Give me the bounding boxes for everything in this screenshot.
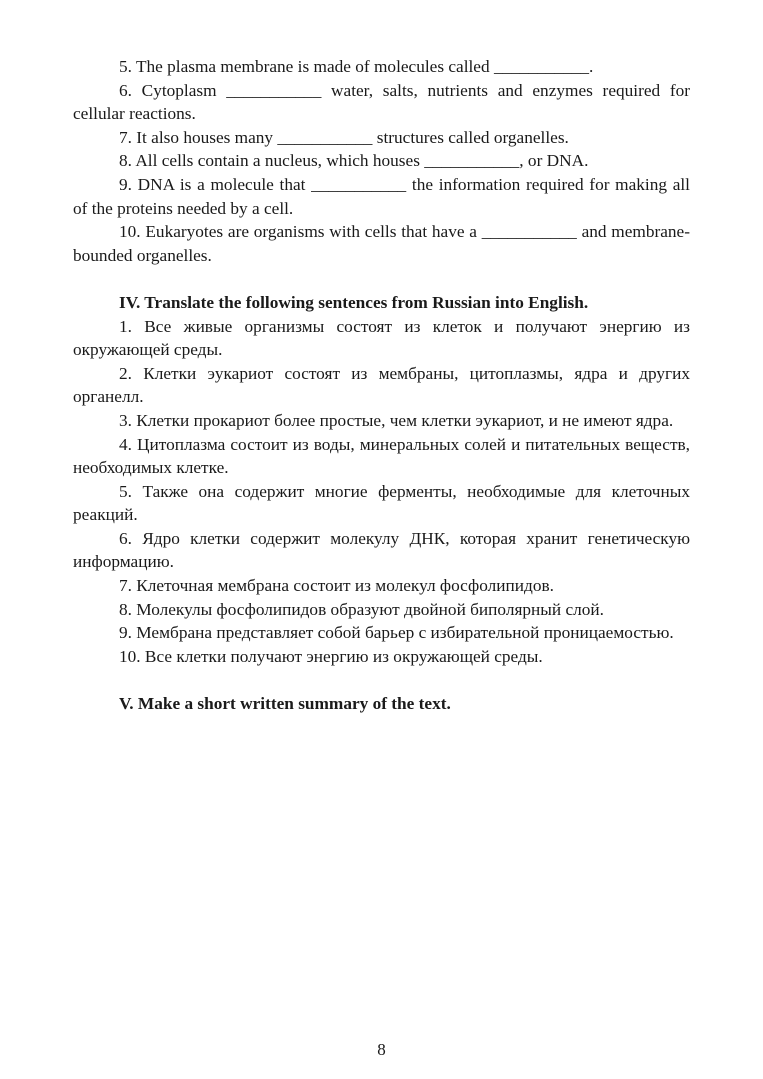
page-number: 8 — [377, 1040, 386, 1059]
exercise-iii-item-8: 8. All cells contain a nucleus, which houses ___________, or DNA. — [119, 151, 589, 171]
section-spacer — [73, 267, 690, 291]
exercise-iii-item-9: 9. DNA is a molecule that ___________ the information required for making all of the proteins needed by a cell. — [73, 174, 690, 218]
exercise-iii-item-6: 6. Cytoplasm ___________ water, salts, nutrients and enzymes required for cellular reactions. — [73, 80, 690, 124]
exercise-iii-item-7: 7. It also houses many ___________ structures called organelles. — [119, 127, 569, 147]
section-iv-item-10: 10. Все клетки получают энергию из окружающей среды. — [119, 646, 543, 666]
section-iv-item-4: 4. Цитоплазма состоит из воды, минеральных солей и питательных веществ, необходимых клетке. — [73, 434, 690, 478]
exercise-iii-item-10: 10. Eukaryotes are organisms with cells that have a ___________ and membrane-bounded organelles. — [73, 222, 690, 265]
section-spacer — [73, 668, 690, 692]
exercise-iii-list — [73, 55, 690, 267]
page-body — [73, 55, 690, 716]
section-v-heading: V. Make a short written summary of the text. — [119, 694, 451, 714]
section-iv-item-9: 9. Мембрана представляет собой барьер с избирательной проницаемостью. — [119, 623, 674, 643]
section-iv-item-6: 6. Ядро клетки содержит молекулу ДНК, которая хранит генетическую информацию. — [73, 528, 690, 572]
section-iv-item-2: 2. Клетки эукариот состоят из мембраны, цитоплазмы, ядра и других органелл. — [73, 363, 690, 407]
section-iv-heading: IV. Translate the following sentences from Russian into English. — [119, 292, 589, 312]
exercise-iii-item-5: 5. The plasma membrane is made of molecules called ___________. — [119, 57, 594, 76]
section-iv-item-8: 8. Молекулы фосфолипидов образуют двойной биполярный слой. — [119, 599, 604, 619]
section-iv-list — [73, 315, 690, 669]
section-iv-item-5: 5. Также она содержит многие ферменты, необходимые для клеточных реакций. — [73, 481, 690, 525]
section-iv-item-1: 1. Все живые организмы состоят из клеток и получают энергию из окружающей среды. — [73, 316, 690, 360]
section-iv-item-3: 3. Клетки прокариот более простые, чем клетки эукариот, и не имеют ядра. — [119, 410, 674, 430]
section-iv-item-7: 7. Клеточная мембрана состоит из молекул фосфолипидов. — [119, 576, 554, 596]
